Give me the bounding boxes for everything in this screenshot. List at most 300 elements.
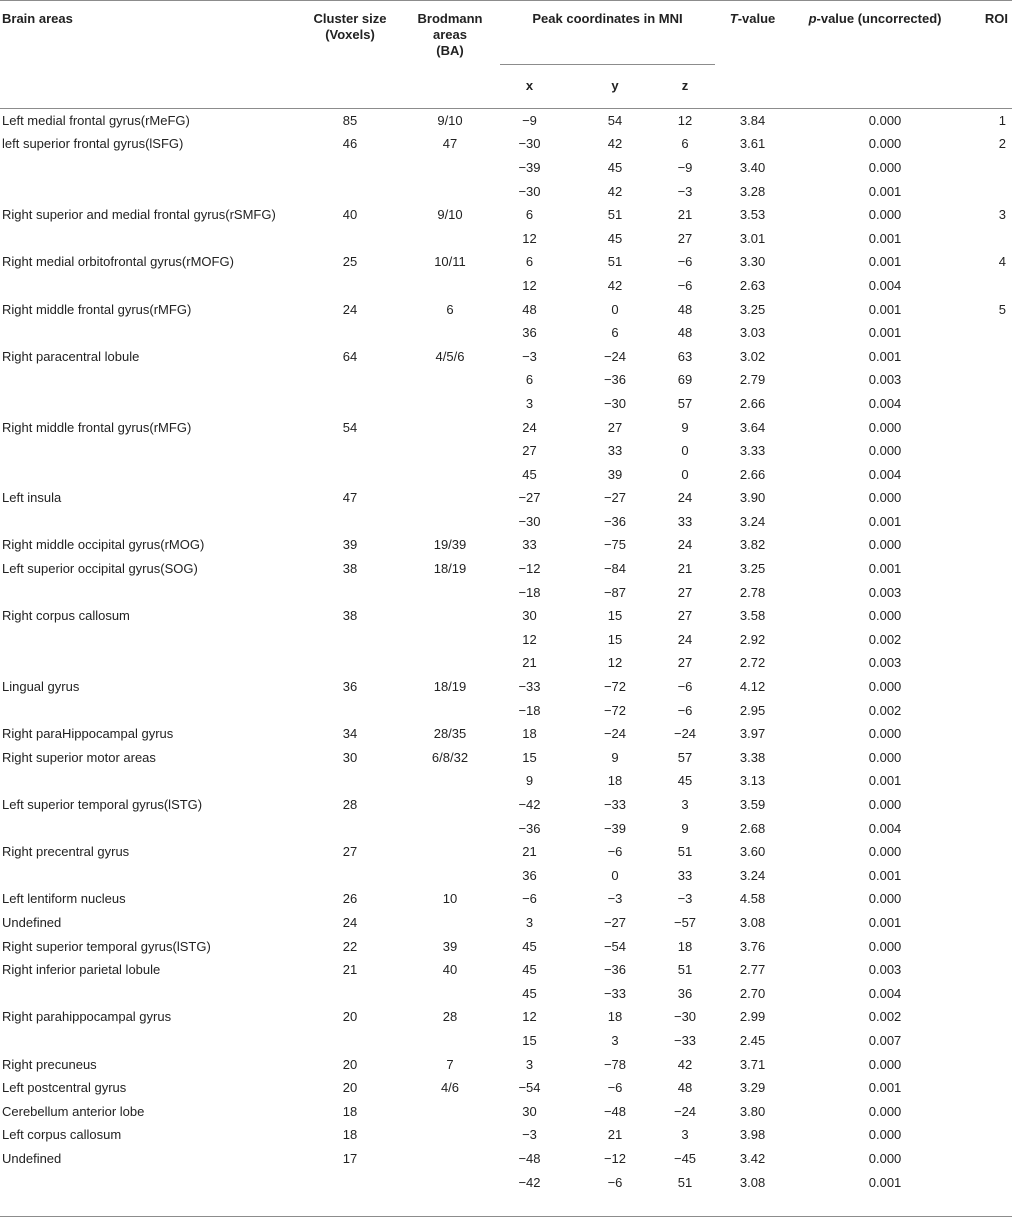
cell-brain-area [0,699,300,723]
cell-x: −42 [518,1174,541,1190]
cell-p-value: 0.001 [868,301,902,317]
cell-y: 3 [611,1032,619,1048]
cell-z: 36 [677,985,693,1001]
table-row [0,888,1012,912]
cell-p-value: 0.003 [868,655,902,671]
header-brodmann-line2: areas [433,27,467,42]
table-row [0,1147,1012,1171]
table-row [0,392,1012,416]
cell-brain-area: Right parahippocampal gyrus [2,1009,172,1025]
cell-y: −27 [603,490,627,506]
cell-z: 69 [677,372,693,388]
cell-z: 48 [677,325,693,341]
cell-p-value: 0.003 [868,372,902,388]
table-bottom-rule [0,1216,1012,1217]
table-row [0,840,1012,864]
cell-t-value: 2.92 [739,631,766,647]
cell-brain-area: Right middle frontal gyrus(rMFG) [2,301,192,317]
cell-y: 42 [607,183,623,199]
cell-y: −12 [603,1150,627,1166]
cell-t-value: 3.80 [739,1103,766,1119]
header-t-italic: T [729,11,738,26]
cell-x: −30 [518,136,541,152]
cell-cluster-size: 46 [342,136,358,152]
cell-z: 18 [677,938,693,954]
cell-t-value: 3.90 [739,490,766,506]
cell-brodmann: 10/11 [434,254,466,270]
cell-brain-area: Cerebellum anterior lobe [2,1103,145,1119]
cell-y: 27 [607,419,623,435]
cell-z: 33 [677,867,693,883]
cell-brain-area [0,817,300,841]
cell-cluster-size [300,510,400,534]
table-row [0,251,1012,275]
cell-cluster-size [300,392,400,416]
table-row [0,534,1012,558]
cell-cluster-size: 27 [342,844,358,860]
cell-brain-area [0,982,300,1006]
cell-brain-area [0,321,300,345]
cell-t-value: 3.98 [739,1127,766,1143]
cell-t-value: 3.25 [739,301,766,317]
cell-roi [960,652,1012,676]
cell-cluster-size [300,439,400,463]
cell-x: 3 [525,914,534,930]
cell-x: 45 [522,985,537,1001]
table-row [0,699,1012,723]
cell-x: 45 [522,962,537,978]
cell-brodmann: 6 [446,301,454,317]
cell-brodmann: 7 [446,1056,454,1072]
table-row [0,557,1012,581]
cell-brodmann [400,274,500,298]
cell-z: −6 [677,254,693,270]
cell-t-value: 3.40 [739,159,766,175]
cell-roi [960,888,1012,912]
cell-y: −75 [603,537,627,553]
cell-roi [960,675,1012,699]
cell-x: −27 [518,490,541,506]
cell-x: −18 [518,584,541,600]
cell-z: 42 [677,1056,693,1072]
cell-x: −9 [522,112,537,128]
cell-p-value: 0.001 [868,914,902,930]
cell-x: 36 [522,867,537,883]
cell-brodmann: 4/6 [440,1080,460,1096]
cell-p-value: 0.001 [868,348,902,364]
cell-roi [960,581,1012,605]
cell-cluster-size [300,581,400,605]
table-row [0,864,1012,888]
cell-y: −39 [603,820,627,836]
table-body [0,109,1012,1195]
cell-t-value: 2.78 [739,584,766,600]
cell-x: 21 [522,655,537,671]
cell-roi [960,770,1012,794]
cell-x: 15 [522,1032,537,1048]
cell-x: −36 [518,820,541,836]
cell-brodmann [400,392,500,416]
cell-brodmann [400,652,500,676]
header-cluster-size-line2: (Voxels) [325,27,375,42]
cell-brain-area: Right middle occipital gyrus(rMOG) [2,537,205,553]
cell-roi [960,840,1012,864]
cell-x: 27 [522,443,537,459]
header-p-italic: p [808,11,817,26]
cell-cluster-size: 64 [342,348,358,364]
cell-p-value: 0.004 [868,395,902,411]
cell-cluster-size: 40 [342,207,358,223]
cell-x: −6 [522,891,537,907]
cell-roi [960,793,1012,817]
cell-cluster-size [300,1171,400,1195]
cell-brain-area [0,581,300,605]
cell-x: −30 [518,183,541,199]
header-brodmann-line3: (BA) [436,43,464,58]
cell-y: −36 [603,962,627,978]
cell-y: −78 [603,1056,627,1072]
cell-brodmann: 18/19 [433,679,467,695]
cell-roi [960,911,1012,935]
cell-t-value: 3.61 [739,136,766,152]
cell-y: 15 [607,631,623,647]
cell-z: −24 [673,726,697,742]
cell-roi [960,699,1012,723]
table-row [0,722,1012,746]
cell-p-value: 0.000 [868,207,902,223]
cell-p-value: 0.000 [868,537,902,553]
cell-t-value: 3.38 [739,749,766,765]
cell-cluster-size [300,463,400,487]
cell-x: 24 [522,419,537,435]
cell-roi [960,180,1012,204]
table-row [0,321,1012,345]
cell-t-value: 3.60 [739,844,766,860]
cell-brain-area: Undefined [2,914,62,930]
cell-p-value: 0.001 [868,773,902,789]
cell-brain-area [0,369,300,393]
cell-cluster-size [300,321,400,345]
table-row [0,109,1012,133]
cell-y: −33 [603,985,627,1001]
cell-roi [960,392,1012,416]
cell-z: 45 [677,773,693,789]
cell-y: 9 [611,749,619,765]
cell-brodmann: 18/19 [433,561,467,577]
cell-p-value: 0.001 [868,513,902,529]
cell-p-value: 0.000 [868,490,902,506]
cell-x: 12 [522,1009,537,1025]
table-row [0,628,1012,652]
cell-brodmann [400,1171,500,1195]
cell-z: −3 [677,183,693,199]
table-row [0,1076,1012,1100]
cell-p-value: 0.003 [868,584,902,600]
cell-t-value: 4.12 [739,679,766,695]
cell-brodmann: 28/35 [433,726,467,742]
cell-y: 45 [607,230,623,246]
cell-t-value: 2.63 [739,277,766,293]
cell-t-value: 2.99 [739,1009,766,1025]
cell-roi: 4 [998,254,1007,270]
header-x [500,65,585,108]
cell-cluster-size [300,628,400,652]
cell-t-value: 3.29 [739,1080,766,1096]
cell-cluster-size [300,369,400,393]
cell-x: 6 [525,207,534,223]
cell-brodmann [400,321,500,345]
cell-cluster-size: 54 [342,419,358,435]
cell-y: −36 [603,513,627,529]
cell-y: −30 [603,395,627,411]
cell-cluster-size [300,864,400,888]
cell-p-value: 0.000 [868,938,902,954]
cell-roi [960,1076,1012,1100]
table-row [0,510,1012,534]
cell-p-value: 0.000 [868,608,902,624]
cell-x: −18 [518,702,541,718]
cell-y: 6 [611,325,619,341]
cell-z: 33 [677,513,693,529]
cell-y: −27 [603,914,627,930]
cell-p-value: 0.000 [868,679,902,695]
cell-t-value: 4.58 [739,891,766,907]
cell-brodmann: 19/39 [433,537,467,553]
cell-cluster-size [300,770,400,794]
cell-y: −36 [603,372,627,388]
header-roi-label: ROI [984,11,1009,26]
cell-brodmann [400,911,500,935]
cell-roi [960,156,1012,180]
cell-y: 51 [607,254,623,270]
cell-x: 36 [522,325,537,341]
cell-cluster-size: 34 [342,726,358,742]
cell-roi: 5 [998,301,1007,317]
cell-p-value: 0.000 [868,1103,902,1119]
cell-brain-area: Left superior temporal gyrus(lSTG) [2,797,203,813]
cell-roi [960,463,1012,487]
cell-p-value: 0.000 [868,797,902,813]
header-y [585,65,645,108]
table-row [0,1171,1012,1195]
cell-y: −6 [607,1174,623,1190]
cell-t-value: 3.82 [739,537,766,553]
cell-brodmann [400,982,500,1006]
cell-brain-area: Right inferior parietal lobule [2,962,161,978]
cell-roi [960,439,1012,463]
cell-roi: 3 [998,207,1007,223]
cell-roi [960,369,1012,393]
cell-y: 33 [607,443,623,459]
cell-roi [960,487,1012,511]
cell-brain-area: Left superior occipital gyrus(SOG) [2,561,198,577]
cell-brodmann [400,581,500,605]
cell-t-value: 3.08 [739,914,766,930]
cell-brodmann [400,793,500,817]
cell-roi [960,958,1012,982]
cell-roi [960,1124,1012,1148]
cell-t-value: 2.45 [739,1032,766,1048]
cell-z: −30 [673,1009,697,1025]
cell-t-value: 2.77 [739,962,766,978]
cell-p-value: 0.004 [868,820,902,836]
cell-t-value: 3.64 [739,419,766,435]
cell-roi [960,604,1012,628]
cell-p-value: 0.001 [868,254,902,270]
cell-brain-area: Right medial orbitofrontal gyrus(rMOFG) [2,254,234,270]
cell-cluster-size: 21 [342,962,358,978]
cell-brodmann [400,864,500,888]
table-row [0,675,1012,699]
cell-brain-area: left superior frontal gyrus(lSFG) [2,136,184,152]
header-brodmann-line1: Brodmann [417,11,483,26]
cell-brain-area [0,156,300,180]
cell-t-value: 3.33 [739,443,766,459]
cell-p-value: 0.001 [868,867,902,883]
cell-p-value: 0.000 [868,749,902,765]
cell-z: 3 [681,797,689,813]
cell-y: 0 [611,867,619,883]
cell-brodmann [400,487,500,511]
cell-cluster-size [300,274,400,298]
header-y-label: y [611,78,619,93]
cell-brodmann [400,1029,500,1053]
table-row [0,298,1012,322]
cell-t-value: 3.13 [739,773,766,789]
cell-t-value: 3.08 [739,1174,766,1190]
cell-brain-area: Right precentral gyrus [2,844,130,860]
cell-x: 30 [522,1103,537,1119]
table-row [0,770,1012,794]
cell-brain-area [0,274,300,298]
cell-y: 54 [607,112,623,128]
cell-p-value: 0.000 [868,159,902,175]
cell-z: 21 [677,207,693,223]
cell-x: 6 [525,254,534,270]
cell-brain-area [0,510,300,534]
table-row [0,982,1012,1006]
cell-z: 3 [681,1127,689,1143]
cell-x: 3 [525,395,534,411]
table-row [0,652,1012,676]
cell-y: −24 [603,348,627,364]
table-row [0,1053,1012,1077]
cell-p-value: 0.002 [868,1009,902,1025]
cell-cluster-size: 20 [342,1056,358,1072]
cell-cluster-size: 38 [342,608,358,624]
header-p-rest: -value (uncorrected) [816,11,942,26]
cell-z: −3 [677,891,693,907]
cell-cluster-size [300,227,400,251]
cell-brodmann [400,770,500,794]
cell-cluster-size: 39 [342,537,358,553]
cell-p-value: 0.002 [868,631,902,647]
cell-p-value: 0.000 [868,112,902,128]
cell-z: 27 [677,655,693,671]
cell-y: −6 [607,844,623,860]
table-row [0,1029,1012,1053]
cell-brain-area [0,463,300,487]
header-peak-label: Peak coordinates in MNI [532,11,683,26]
cell-brain-area: Left insula [2,490,62,506]
cell-roi [960,345,1012,369]
cell-y: −33 [603,797,627,813]
cell-cluster-size: 47 [342,490,358,506]
table-row [0,203,1012,227]
cell-p-value: 0.000 [868,443,902,459]
cell-t-value: 3.03 [739,325,766,341]
cell-p-value: 0.001 [868,1080,902,1096]
cell-brain-area: Undefined [2,1150,62,1166]
cell-z: 51 [677,844,693,860]
cell-p-value: 0.000 [868,1150,902,1166]
cell-brain-area [0,770,300,794]
cell-brain-area [0,439,300,463]
cell-roi [960,982,1012,1006]
cell-brodmann [400,510,500,534]
cell-roi [960,321,1012,345]
cell-x: −48 [518,1150,541,1166]
cell-p-value: 0.002 [868,702,902,718]
cell-brodmann [400,369,500,393]
cell-y: 12 [607,655,623,671]
cell-brain-area: Lingual gyrus [2,679,80,695]
table-row [0,581,1012,605]
cell-z: 48 [677,301,693,317]
cell-x: 18 [522,726,537,742]
cell-roi [960,722,1012,746]
cell-y: −72 [603,679,627,695]
cell-x: 3 [525,1056,534,1072]
table-row [0,1124,1012,1148]
cell-roi: 1 [998,112,1007,128]
cell-t-value: 2.68 [739,820,766,836]
cell-y: 42 [607,136,623,152]
cell-brodmann: 40 [442,962,458,978]
cell-x: −12 [518,561,541,577]
cell-y: 39 [607,466,623,482]
cell-roi [960,1171,1012,1195]
cell-x: −30 [518,513,541,529]
cell-p-value: 0.004 [868,985,902,1001]
cell-z: −45 [673,1150,697,1166]
header-brodmann [400,1,500,108]
cell-brain-area: Right middle frontal gyrus(rMFG) [2,419,192,435]
cell-brain-area [0,652,300,676]
table-row [0,935,1012,959]
cell-p-value: 0.004 [868,277,902,293]
cell-p-value: 0.000 [868,136,902,152]
cell-brain-area: Left lentiform nucleus [2,891,126,907]
cell-brain-area [0,628,300,652]
header-brain-areas-label: Brain areas [2,11,73,26]
cell-z: −6 [677,277,693,293]
cell-t-value: 3.76 [739,938,766,954]
cell-brodmann [400,1100,500,1124]
cell-cluster-size [300,982,400,1006]
cell-roi [960,935,1012,959]
cell-brodmann [400,439,500,463]
header-t-value [715,1,790,108]
cell-t-value: 3.02 [739,348,766,364]
cell-p-value: 0.003 [868,962,902,978]
cell-z: 51 [677,1174,693,1190]
cell-z: 57 [677,749,693,765]
cell-brodmann: 4/5/6 [435,348,465,364]
cell-z: 0 [681,443,689,459]
cell-brain-area: Left postcentral gyrus [2,1080,127,1096]
cell-roi [960,534,1012,558]
